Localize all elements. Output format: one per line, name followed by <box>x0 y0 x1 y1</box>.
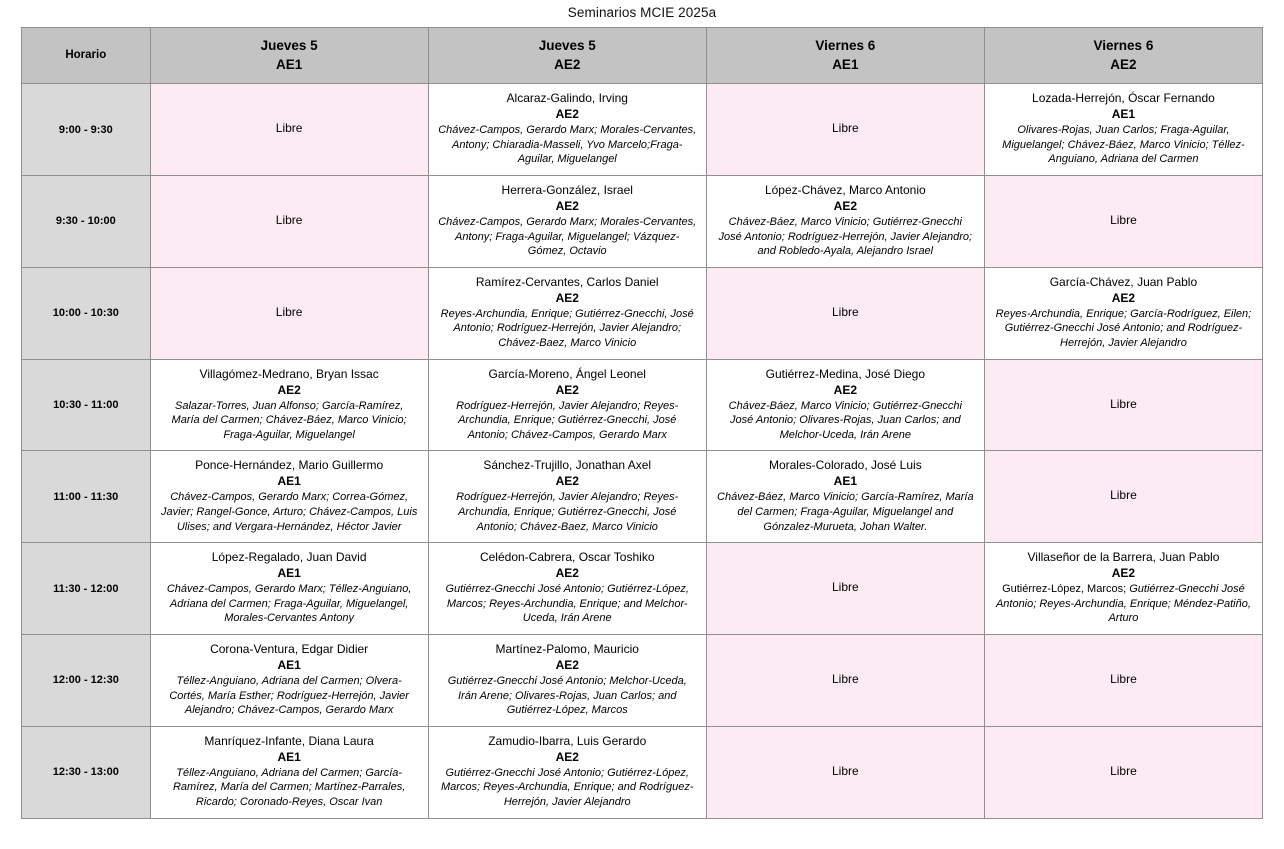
column-header-day: Jueves 5 <box>260 38 318 53</box>
column-header-1 <box>150 28 428 84</box>
table-row <box>22 726 1263 818</box>
presenter-name: Corona-Ventura, Edgar Didier <box>210 642 369 656</box>
page-title: Seminarios MCIE 2025a <box>567 5 717 20</box>
free-slot-label: Libre <box>831 671 859 686</box>
room-label: AE2 <box>277 382 301 397</box>
committee-members: Gutiérrez-Gnecchi José Antonio; Melchor-Uceda, Irán Arene; Olivares-Rojas, Juan Carlos; and Gutiérrez-López, Marcos <box>447 674 687 717</box>
free-slot-label: Libre <box>831 121 859 136</box>
slot-cell-free <box>984 726 1262 818</box>
presenter-name: Alcaraz-Galindo, Irving <box>506 91 628 106</box>
slot-cell-free <box>984 451 1262 543</box>
committee-members: Reyes-Archundia, Enrique; Gutiérrez-Gnecchi, José Antonio; Rodríguez-Herrejón, Javier Alejandro; Chávez-Baez, Marco Vinicio <box>440 307 694 350</box>
table-row <box>22 84 1263 176</box>
committee-members: Reyes-Archundia, Enrique; García-Rodríguez, Eilen; Gutiérrez-Gnecchi José Antonio; and Rodríguez-Herrejón, Javier Alejandro <box>995 307 1252 350</box>
slot-cell-seminar <box>428 267 706 359</box>
time-slot-label: 12:30 - 13:00 <box>22 726 151 818</box>
slot-cell-seminar <box>428 84 706 176</box>
committee-members: Gutiérrez-Gnecchi José Antonio; Gutiérrez-López, Marcos; Reyes-Archundia, Enrique; and Melchor-Uceda, Irán Arene <box>445 583 689 625</box>
column-header-3 <box>706 28 984 84</box>
column-header-2 <box>428 28 706 84</box>
room-label: AE2 <box>1111 566 1136 581</box>
slot-cell-free <box>150 84 428 176</box>
table-row <box>22 635 1263 727</box>
slot-cell-seminar <box>428 451 706 543</box>
slot-cell-free <box>150 267 428 359</box>
room-label: AE1 <box>277 657 301 672</box>
room-label: AE1 <box>277 749 301 764</box>
committee-members: Téllez-Anguiano, Adriana del Carmen; Olvera-Cortés, María Esther; Rodríguez-Herrejón, Javier Alejandro; Chávez-Campos, Gerardo Marx <box>169 674 409 717</box>
committee-members: Chávez-Báez, Marco Vinicio; Gutiérrez-Gnecchi José Antonio; Olivares-Rojas, Juan Carlos; and Melchor-Uceda, Irán Arene <box>728 399 962 441</box>
committee-members: Rodríguez-Herrejón, Javier Alejandro; Reyes-Archundia, Enrique; Gutiérrez-Gnecchi, José Antonio; Chávez-Campos, Gerardo Marx <box>456 399 679 441</box>
presenter-name: Lozada-Herrejón, Óscar Fernando <box>1032 91 1215 106</box>
slot-cell-seminar <box>428 176 706 268</box>
column-header-room: AE1 <box>832 57 859 73</box>
time-slot-label: 10:00 - 10:30 <box>22 267 151 359</box>
time-slot-label: 9:00 - 9:30 <box>22 84 151 176</box>
slot-cell-seminar <box>706 451 984 543</box>
slot-cell-seminar <box>984 267 1262 359</box>
presenter-name: Villaseñor de la Barrera, Juan Pablo <box>1027 550 1220 565</box>
presenter-name: López-Regalado, Juan David <box>211 550 367 565</box>
committee-members <box>994 582 1253 626</box>
slot-cell-seminar <box>428 543 706 635</box>
slot-cell-seminar <box>428 635 706 727</box>
slot-cell-seminar <box>706 176 984 268</box>
room-label: AE1 <box>277 474 301 489</box>
room-label: AE2 <box>555 382 579 397</box>
column-header-day: Jueves 5 <box>538 38 596 53</box>
room-label: AE1 <box>1111 107 1136 122</box>
slot-cell-free <box>984 176 1262 268</box>
committee-members: Téllez-Anguiano, Adriana del Carmen; García-Ramírez, María del Carmen; Martínez-Parrales, Ricardo; Coronado-Reyes, Oscar Ivan <box>172 766 406 808</box>
presenter-name: Ponce-Hernández, Mario Guillermo <box>195 458 384 473</box>
free-slot-label: Libre <box>831 763 859 778</box>
table-row <box>22 543 1263 635</box>
room-label: AE2 <box>555 199 579 214</box>
room-label: AE2 <box>555 566 579 581</box>
free-slot-label: Libre <box>1110 213 1137 227</box>
slot-cell-seminar <box>428 726 706 818</box>
slot-cell-seminar <box>150 726 428 818</box>
presenter-name: Zamudio-Ibarra, Luis Gerardo <box>488 733 647 748</box>
table-row <box>22 451 1263 543</box>
table-body <box>22 84 1263 818</box>
presenter-name: Morales-Colorado, José Luis <box>768 458 922 473</box>
header-row <box>22 28 1263 84</box>
free-slot-label: Libre <box>1110 488 1137 503</box>
table-row <box>22 267 1263 359</box>
slot-cell-seminar <box>984 84 1262 176</box>
free-slot-label: Libre <box>275 121 303 136</box>
slot-cell-free <box>706 267 984 359</box>
room-label: AE2 <box>1111 290 1136 305</box>
presenter-name: Gutiérrez-Medina, José Diego <box>765 366 926 381</box>
slot-cell-free <box>706 726 984 818</box>
presenter-name: López-Chávez, Marco Antonio <box>764 183 926 198</box>
presenter-name: García-Moreno, Ángel Leonel <box>488 366 646 381</box>
room-label: AE2 <box>555 657 579 672</box>
room-label: AE2 <box>555 749 579 764</box>
slot-cell-free <box>706 84 984 176</box>
presenter-name: Villagómez-Medrano, Bryan Issac <box>199 366 379 381</box>
committee-member-plain: Gutiérrez-López, Marcos; <box>1002 583 1130 596</box>
committee-members-italic: Gutiérrez-Gnecchi José Antonio; Reyes-Archundia, Enrique; Méndez-Patiño, Arturo <box>995 583 1251 625</box>
free-slot-label: Libre <box>1110 763 1137 778</box>
time-slot-label: 11:00 - 11:30 <box>22 451 151 543</box>
slot-cell-free <box>706 543 984 635</box>
room-label: AE1 <box>833 474 857 489</box>
slot-cell-seminar <box>984 543 1262 635</box>
time-slot-label: 9:30 - 10:00 <box>22 176 151 268</box>
column-header-4 <box>984 28 1262 84</box>
committee-members: Chávez-Báez, Marco Vinicio; García-Ramírez, María del Carmen; Fraga-Aguilar, Miguelangel and Gónzalez-Murueta, Johan Walter. <box>717 491 974 533</box>
column-header-horario: Horario <box>22 28 151 84</box>
slot-cell-seminar <box>706 359 984 451</box>
room-label: AE2 <box>833 199 857 214</box>
column-header-room: AE2 <box>1110 57 1137 73</box>
slot-cell-free <box>706 635 984 727</box>
free-slot-label: Libre <box>1110 396 1137 411</box>
slot-cell-seminar <box>150 635 428 727</box>
presenter-name: Sánchez-Trujillo, Jonathan Axel <box>483 458 652 473</box>
committee-members: Chávez-Campos, Gerardo Marx; Morales-Cervantes, Antony; Fraga-Aguilar, Miguelangel; Vázquez-Gómez, Octavio <box>438 216 697 258</box>
slot-cell-seminar <box>150 543 428 635</box>
slot-cell-seminar <box>150 359 428 451</box>
free-slot-label: Libre <box>831 304 859 319</box>
presenter-name: Celédon-Cabrera, Oscar Toshiko <box>479 550 655 565</box>
slot-cell-seminar <box>150 451 428 543</box>
time-slot-label: 12:00 - 12:30 <box>22 635 151 727</box>
presenter-name: Martínez-Palomo, Mauricio <box>495 642 639 656</box>
slot-cell-free <box>150 176 428 268</box>
seminar-schedule-table <box>21 27 1263 819</box>
table-header <box>22 28 1263 84</box>
committee-members: Chávez-Báez, Marco Vinicio; Gutiérrez-Gnecchi José Antonio; Rodríguez-Herrejón, Javier Alejandro; and Robledo-Ayala, Alejandro Israel <box>718 216 973 258</box>
column-header-day: Viernes 6 <box>1093 38 1154 53</box>
committee-members: Chávez-Campos, Gerardo Marx; Morales-Cervantes, Antony; Chiaradia-Masseli, Yvo Marcelo;Fraga-Aguilar, Miguelangel <box>438 124 697 166</box>
slot-cell-free <box>984 635 1262 727</box>
free-slot-label: Libre <box>1110 671 1137 686</box>
free-slot-label: Libre <box>275 213 303 227</box>
free-slot-label: Libre <box>831 580 859 595</box>
time-slot-label: 10:30 - 11:00 <box>22 359 151 451</box>
room-label: AE2 <box>555 107 579 122</box>
free-slot-label: Libre <box>275 304 303 319</box>
room-label: AE2 <box>555 290 579 305</box>
committee-members: Rodríguez-Herrejón, Javier Alejandro; Reyes-Archundia, Enrique; Gutiérrez-Gnecchi, José Antonio; Chávez-Baez, Marco Vinicio <box>456 491 679 533</box>
committee-members: Salazar-Torres, Juan Alfonso; García-Ramírez, María del Carmen; Chávez-Báez, Marco Vinicio; Fraga-Aguilar, Miguelangel <box>171 399 407 441</box>
committee-members: Gutiérrez-Gnecchi José Antonio; Gutiérrez-López, Marcos; Reyes-Archundia, Enrique; and Rodríguez-Herrejón, Javier Alejandro <box>440 766 694 808</box>
slot-cell-free <box>984 359 1262 451</box>
table-row <box>22 359 1263 451</box>
presenter-name: Manríquez-Infante, Diana Laura <box>204 733 374 748</box>
room-label: AE2 <box>833 382 857 397</box>
schedule-table-wrapper <box>0 27 1284 819</box>
presenter-name: García-Chávez, Juan Pablo <box>1049 274 1198 289</box>
column-header-day: Viernes 6 <box>815 38 876 53</box>
time-slot-label: 11:30 - 12:00 <box>22 543 151 635</box>
room-label: AE2 <box>555 474 579 489</box>
table-row <box>22 176 1263 268</box>
committee-members: Chávez-Campos, Gerardo Marx; Correa-Gómez, Javier; Rangel-Gonce, Arturo; Chávez-Campos, Luis Ulises; and Vergara-Hernández, Héctor Javier <box>160 491 418 533</box>
committee-members: Olivares-Rojas, Juan Carlos; Fraga-Aguilar, Miguelangel; Chávez-Báez, Marco Vinicio; Téllez-Anguiano, Adriana del Carmen <box>1002 124 1245 166</box>
room-label: AE1 <box>277 566 301 581</box>
column-header-room: AE1 <box>276 57 303 73</box>
slot-cell-seminar <box>428 359 706 451</box>
presenter-name: Ramírez-Cervantes, Carlos Daniel <box>475 274 659 289</box>
committee-members: Chávez-Campos, Gerardo Marx; Téllez-Anguiano, Adriana del Carmen; Fraga-Aguilar, Miguelangel, Morales-Cervantes Antony <box>166 583 412 625</box>
column-header-room: AE2 <box>554 57 581 73</box>
presenter-name: Herrera-González, Israel <box>501 183 633 198</box>
